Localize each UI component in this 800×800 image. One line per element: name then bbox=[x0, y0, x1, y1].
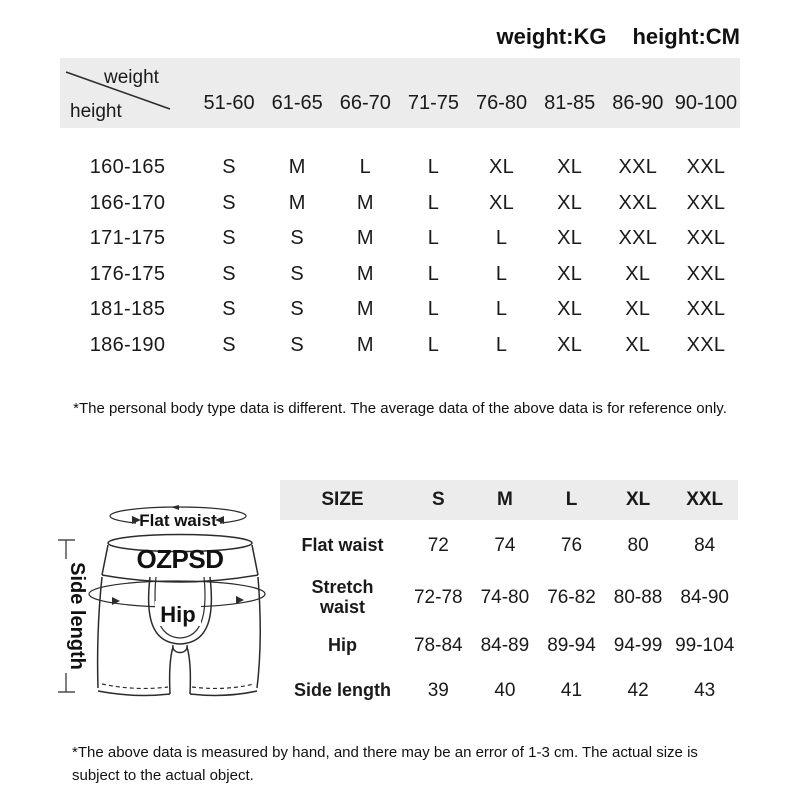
size-cell: XL bbox=[625, 262, 651, 285]
flat-waist-label: Flat waist bbox=[139, 511, 217, 530]
stretch-waist-row-label: Stretch waist bbox=[311, 577, 374, 617]
size-cell: L bbox=[495, 262, 508, 285]
size-cell: M bbox=[356, 191, 374, 214]
height-range: 160-165 bbox=[89, 156, 166, 179]
size-cell: L bbox=[427, 262, 440, 285]
size-cell: XL bbox=[557, 262, 583, 285]
measure-value: 80 bbox=[627, 535, 649, 556]
size-cell: XXL bbox=[686, 262, 726, 285]
measure-value: 99-104 bbox=[675, 635, 735, 656]
weight-column-header: 81-85 bbox=[544, 92, 596, 114]
shorts-diagram bbox=[40, 495, 280, 710]
size-cell: XXL bbox=[686, 333, 726, 356]
measure-value: 43 bbox=[694, 680, 716, 701]
height-range: 171-175 bbox=[89, 227, 166, 250]
measure-row-label bbox=[280, 520, 405, 572]
brand-logo: OZPSD bbox=[136, 544, 224, 574]
size-cell: XXL bbox=[686, 156, 726, 179]
measure-header-size: SIZE bbox=[280, 480, 405, 520]
size-cell: L bbox=[427, 227, 440, 250]
size-cell: L bbox=[359, 156, 372, 179]
measure-row-label bbox=[280, 624, 405, 668]
measure-value: 40 bbox=[494, 680, 516, 701]
size-cell: S bbox=[222, 191, 236, 214]
size-cell: S bbox=[222, 262, 236, 285]
measure-row-label bbox=[280, 668, 405, 714]
weight-column-header: 51-60 bbox=[203, 92, 255, 114]
measure-value: 76 bbox=[560, 535, 583, 556]
height-unit-label: height:CM bbox=[632, 24, 740, 49]
side-length-row-label: Side length bbox=[293, 680, 391, 701]
size-cell: L bbox=[495, 298, 508, 321]
size-cell: S bbox=[290, 227, 304, 250]
weight-unit-label: weight:KG bbox=[496, 24, 607, 49]
size-cell: S bbox=[290, 262, 304, 285]
weight-column-header: 76-80 bbox=[475, 92, 528, 114]
corner-height-label: height bbox=[70, 101, 122, 122]
measure-row-label bbox=[280, 572, 405, 624]
measure-value: 72-78 bbox=[413, 587, 463, 608]
hip-row-label: Hip bbox=[328, 635, 357, 656]
size-cell: S bbox=[222, 333, 236, 356]
measure-value: 84-89 bbox=[480, 635, 530, 656]
flat-waist-measure bbox=[110, 505, 246, 530]
size-cell: XL bbox=[625, 298, 651, 321]
measure-value: 94-99 bbox=[613, 635, 663, 656]
measure-value: 74 bbox=[494, 535, 516, 556]
size-cell: M bbox=[356, 262, 374, 285]
measure-value: 84-90 bbox=[680, 587, 729, 608]
height-range: 166-170 bbox=[89, 191, 166, 214]
size-cell: XXL bbox=[686, 191, 726, 214]
size-table-corner-cell bbox=[60, 58, 195, 128]
flat-waist-row-label: Flat waist bbox=[301, 535, 384, 556]
measure-value: 42 bbox=[627, 680, 649, 701]
size-cell: S bbox=[290, 298, 304, 321]
side-length-label: Side length bbox=[66, 562, 88, 670]
height-range: 181-185 bbox=[89, 298, 166, 321]
size-cell: XXL bbox=[618, 156, 658, 179]
size-cell: XXL bbox=[618, 191, 658, 214]
units-note bbox=[496, 24, 740, 50]
size-cell: XL bbox=[557, 333, 583, 356]
weight-column-header: 66-70 bbox=[339, 92, 391, 114]
measure-header-s: S bbox=[405, 480, 472, 520]
size-cell: XL bbox=[557, 156, 583, 179]
measure-value: 72 bbox=[427, 535, 449, 556]
measure-value: 84 bbox=[694, 535, 716, 556]
measure-value: 76-82 bbox=[547, 587, 596, 608]
size-cell: XL bbox=[557, 191, 583, 214]
weight-column-header: 86-90 bbox=[612, 92, 664, 114]
size-cell: XXL bbox=[686, 227, 726, 250]
corner-weight-label: weight bbox=[104, 67, 159, 88]
size-cell: M bbox=[288, 156, 306, 179]
size-cell: L bbox=[427, 333, 440, 356]
measure-value: 39 bbox=[427, 680, 449, 701]
measure-value: 89-94 bbox=[547, 635, 596, 656]
hip-measure bbox=[89, 581, 265, 627]
measure-value: 78-84 bbox=[413, 635, 463, 656]
size-cell: S bbox=[222, 298, 236, 321]
measure-value: 74-80 bbox=[480, 587, 530, 608]
size-cell: L bbox=[495, 333, 508, 356]
measure-value: 41 bbox=[560, 680, 583, 701]
measure-header-l: L bbox=[538, 480, 605, 520]
size-cell: XL bbox=[557, 298, 583, 321]
size-table-header bbox=[60, 58, 740, 128]
size-cell: XL bbox=[557, 227, 583, 250]
measurement-table bbox=[280, 480, 738, 714]
size-cell: L bbox=[427, 298, 440, 321]
size-table-body bbox=[60, 150, 740, 363]
height-range: 186-190 bbox=[89, 333, 166, 356]
size-cell: XL bbox=[625, 333, 651, 356]
size-cell: L bbox=[427, 156, 440, 179]
measure-header-xl: XL bbox=[605, 480, 672, 520]
hip-label: Hip bbox=[160, 602, 196, 627]
size-cell: L bbox=[495, 227, 508, 250]
weight-column-header: 90-100 bbox=[674, 92, 738, 114]
size-cell: XL bbox=[489, 156, 515, 179]
side-length-bracket bbox=[58, 540, 88, 692]
size-cell: M bbox=[356, 333, 374, 356]
size-cell: M bbox=[288, 191, 306, 214]
size-cell: XL bbox=[489, 191, 515, 214]
measure-header-m: M bbox=[472, 480, 539, 520]
measurement-error-note: *The above data is measured by hand, and there may be an error of 1-3 cm. The actual size is subject to the actual object. bbox=[72, 744, 698, 784]
height-range: 176-175 bbox=[89, 262, 166, 285]
weight-column-header: 71-75 bbox=[407, 92, 460, 114]
size-cell: XXL bbox=[618, 227, 658, 250]
weight-column-header: 61-65 bbox=[271, 92, 323, 114]
measure-header-xxl: XXL bbox=[671, 480, 738, 520]
size-cell: M bbox=[356, 298, 374, 321]
size-cell: L bbox=[427, 191, 440, 214]
size-cell: S bbox=[290, 333, 304, 356]
measure-value: 80-88 bbox=[613, 587, 663, 608]
size-cell: M bbox=[356, 227, 374, 250]
reference-note: *The personal body type data is different. The average data of the above data is for reference only. bbox=[73, 400, 727, 417]
size-cell: S bbox=[222, 227, 236, 250]
size-cell: XXL bbox=[686, 298, 726, 321]
size-cell: S bbox=[222, 156, 236, 179]
